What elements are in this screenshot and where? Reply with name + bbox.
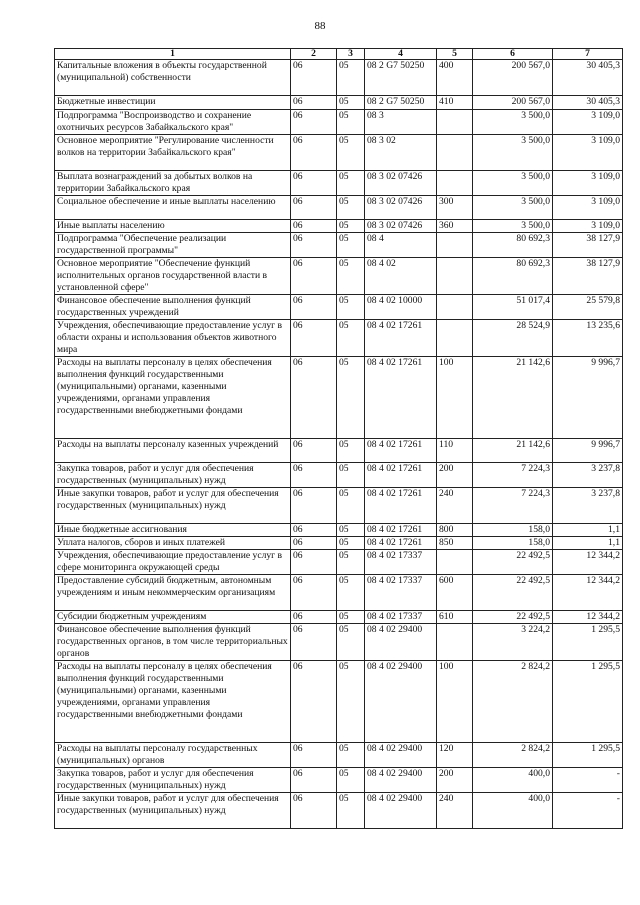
row-executed-cell: 9 996,7 bbox=[553, 357, 623, 439]
table-row bbox=[55, 524, 623, 537]
row-executed-cell: 12 344,2 bbox=[553, 550, 623, 575]
row-executed-cell: 38 127,9 bbox=[553, 233, 623, 258]
row-expense-type-cell: 610 bbox=[437, 611, 473, 624]
table-row bbox=[55, 357, 623, 439]
table-row bbox=[55, 550, 623, 575]
table-row bbox=[55, 135, 623, 171]
row-name-cell: Учреждения, обеспечивающие предоставление услуг в сфере мониторинга окружающей среды bbox=[55, 550, 291, 575]
row-amount-cell: 80 692,3 bbox=[473, 258, 553, 295]
row-target-code-cell: 08 4 02 29400 bbox=[365, 793, 437, 829]
row-name-cell: Предоставление субсидий бюджетным, автономным учреждениям и иным некоммерческим организациям bbox=[55, 575, 291, 611]
row-subsection-cell: 05 bbox=[337, 768, 365, 793]
row-subsection-cell: 05 bbox=[337, 96, 365, 110]
row-name-cell: Расходы на выплаты персоналу в целях обеспечения выполнения функций государственными (муниципальными) органами, казенными учреждениями, органами управления государственными внебюджетными фондами bbox=[55, 357, 291, 439]
table-row bbox=[55, 320, 623, 357]
row-executed-cell: 3 109,0 bbox=[553, 171, 623, 196]
row-target-code-cell: 08 4 02 17337 bbox=[365, 611, 437, 624]
row-subsection-cell: 05 bbox=[337, 624, 365, 661]
row-expense-type-cell: 200 bbox=[437, 768, 473, 793]
row-expense-type-cell: 240 bbox=[437, 488, 473, 524]
row-target-code-cell: 08 4 02 10000 bbox=[365, 295, 437, 320]
row-expense-type-cell: 100 bbox=[437, 661, 473, 743]
row-executed-cell: - bbox=[553, 793, 623, 829]
row-name-cell: Иные закупки товаров, работ и услуг для обеспечения государственных (муниципальных) нужд bbox=[55, 793, 291, 829]
row-subsection-cell: 05 bbox=[337, 110, 365, 135]
row-amount-cell: 7 224,3 bbox=[473, 488, 553, 524]
row-amount-cell: 2 824,2 bbox=[473, 743, 553, 768]
row-section-cell: 06 bbox=[291, 171, 337, 196]
row-section-cell: 06 bbox=[291, 96, 337, 110]
row-subsection-cell: 05 bbox=[337, 743, 365, 768]
row-amount-cell: 200 567,0 bbox=[473, 96, 553, 110]
row-name-cell: Закупка товаров, работ и услуг для обеспечения государственных (муниципальных) нужд bbox=[55, 768, 291, 793]
col-header: 7 bbox=[553, 49, 623, 60]
row-subsection-cell: 05 bbox=[337, 320, 365, 357]
row-executed-cell: 30 405,3 bbox=[553, 60, 623, 96]
row-expense-type-cell: 240 bbox=[437, 793, 473, 829]
row-executed-cell: 3 237,8 bbox=[553, 488, 623, 524]
row-name-cell: Социальное обеспечение и иные выплаты населению bbox=[55, 196, 291, 220]
row-expense-type-cell: 800 bbox=[437, 524, 473, 537]
table-row bbox=[55, 743, 623, 768]
row-expense-type-cell: 110 bbox=[437, 439, 473, 463]
row-name-cell: Расходы на выплаты персоналу казенных учреждений bbox=[55, 439, 291, 463]
row-target-code-cell: 08 4 02 29400 bbox=[365, 743, 437, 768]
row-section-cell: 06 bbox=[291, 611, 337, 624]
row-section-cell: 06 bbox=[291, 439, 337, 463]
table-row bbox=[55, 196, 623, 220]
row-executed-cell: 3 109,0 bbox=[553, 135, 623, 171]
table-row bbox=[55, 537, 623, 550]
row-subsection-cell: 05 bbox=[337, 550, 365, 575]
row-section-cell: 06 bbox=[291, 220, 337, 233]
row-name-cell: Подпрограмма "Обеспечение реализации государственной программы" bbox=[55, 233, 291, 258]
row-amount-cell: 21 142,6 bbox=[473, 439, 553, 463]
row-name-cell: Субсидии бюджетным учреждениям bbox=[55, 611, 291, 624]
table-row bbox=[55, 295, 623, 320]
row-name-cell: Иные закупки товаров, работ и услуг для обеспечения государственных (муниципальных) нужд bbox=[55, 488, 291, 524]
row-executed-cell: 13 235,6 bbox=[553, 320, 623, 357]
row-name-cell: Выплата вознаграждений за добытых волков на территории Забайкальского края bbox=[55, 171, 291, 196]
row-section-cell: 06 bbox=[291, 575, 337, 611]
row-amount-cell: 3 500,0 bbox=[473, 110, 553, 135]
row-amount-cell: 3 224,2 bbox=[473, 624, 553, 661]
row-name-cell: Капитальные вложения в объекты государственной (муниципальной) собственности bbox=[55, 60, 291, 96]
row-expense-type-cell bbox=[437, 110, 473, 135]
table-row bbox=[55, 463, 623, 488]
row-target-code-cell: 08 3 02 bbox=[365, 135, 437, 171]
row-amount-cell: 200 567,0 bbox=[473, 60, 553, 96]
table-row bbox=[55, 793, 623, 829]
row-expense-type-cell: 300 bbox=[437, 196, 473, 220]
row-expense-type-cell bbox=[437, 135, 473, 171]
row-section-cell: 06 bbox=[291, 768, 337, 793]
row-section-cell: 06 bbox=[291, 524, 337, 537]
row-executed-cell: 38 127,9 bbox=[553, 258, 623, 295]
col-header: 4 bbox=[365, 49, 437, 60]
row-amount-cell: 22 492,5 bbox=[473, 550, 553, 575]
row-amount-cell: 80 692,3 bbox=[473, 233, 553, 258]
row-section-cell: 06 bbox=[291, 233, 337, 258]
row-subsection-cell: 05 bbox=[337, 575, 365, 611]
row-subsection-cell: 05 bbox=[337, 295, 365, 320]
row-subsection-cell: 05 bbox=[337, 611, 365, 624]
row-subsection-cell: 05 bbox=[337, 171, 365, 196]
row-target-code-cell: 08 2 G7 50250 bbox=[365, 60, 437, 96]
row-amount-cell: 22 492,5 bbox=[473, 611, 553, 624]
row-amount-cell: 22 492,5 bbox=[473, 575, 553, 611]
row-name-cell: Основное мероприятие "Обеспечение функций исполнительных органов государственной власти в установленной сфере" bbox=[55, 258, 291, 295]
row-subsection-cell: 05 bbox=[337, 196, 365, 220]
row-amount-cell: 51 017,4 bbox=[473, 295, 553, 320]
row-section-cell: 06 bbox=[291, 463, 337, 488]
row-subsection-cell: 05 bbox=[337, 135, 365, 171]
row-executed-cell: 1 295,5 bbox=[553, 624, 623, 661]
table-row bbox=[55, 439, 623, 463]
row-amount-cell: 158,0 bbox=[473, 537, 553, 550]
row-executed-cell: 3 109,0 bbox=[553, 110, 623, 135]
row-section-cell: 06 bbox=[291, 357, 337, 439]
row-section-cell: 06 bbox=[291, 110, 337, 135]
row-subsection-cell: 05 bbox=[337, 524, 365, 537]
row-subsection-cell: 05 bbox=[337, 60, 365, 96]
row-subsection-cell: 05 bbox=[337, 793, 365, 829]
col-header: 1 bbox=[55, 49, 291, 60]
row-expense-type-cell bbox=[437, 295, 473, 320]
col-header: 5 bbox=[437, 49, 473, 60]
row-subsection-cell: 05 bbox=[337, 488, 365, 524]
table-row bbox=[55, 768, 623, 793]
row-executed-cell: 1 295,5 bbox=[553, 661, 623, 743]
row-section-cell: 06 bbox=[291, 550, 337, 575]
row-subsection-cell: 05 bbox=[337, 463, 365, 488]
row-expense-type-cell: 120 bbox=[437, 743, 473, 768]
row-name-cell: Иные бюджетные ассигнования bbox=[55, 524, 291, 537]
row-executed-cell: 3 109,0 bbox=[553, 220, 623, 233]
row-section-cell: 06 bbox=[291, 793, 337, 829]
row-subsection-cell: 05 bbox=[337, 233, 365, 258]
table-row bbox=[55, 661, 623, 743]
col-header: 3 bbox=[337, 49, 365, 60]
budget-table bbox=[54, 48, 623, 829]
row-target-code-cell: 08 4 02 29400 bbox=[365, 624, 437, 661]
row-section-cell: 06 bbox=[291, 661, 337, 743]
row-section-cell: 06 bbox=[291, 196, 337, 220]
row-subsection-cell: 05 bbox=[337, 661, 365, 743]
table-row bbox=[55, 110, 623, 135]
row-section-cell: 06 bbox=[291, 488, 337, 524]
table-row bbox=[55, 171, 623, 196]
row-expense-type-cell: 600 bbox=[437, 575, 473, 611]
row-target-code-cell: 08 3 bbox=[365, 110, 437, 135]
row-expense-type-cell: 400 bbox=[437, 60, 473, 96]
table-row bbox=[55, 258, 623, 295]
row-name-cell: Основное мероприятие "Регулирование численности волков на территории Забайкальского края" bbox=[55, 135, 291, 171]
row-amount-cell: 2 824,2 bbox=[473, 661, 553, 743]
row-amount-cell: 158,0 bbox=[473, 524, 553, 537]
row-executed-cell: 30 405,3 bbox=[553, 96, 623, 110]
row-target-code-cell: 08 3 02 07426 bbox=[365, 196, 437, 220]
row-subsection-cell: 05 bbox=[337, 537, 365, 550]
header-row bbox=[55, 49, 623, 60]
table-row bbox=[55, 233, 623, 258]
row-executed-cell: 1,1 bbox=[553, 524, 623, 537]
row-expense-type-cell bbox=[437, 258, 473, 295]
row-subsection-cell: 05 bbox=[337, 357, 365, 439]
row-target-code-cell: 08 4 bbox=[365, 233, 437, 258]
row-target-code-cell: 08 4 02 17261 bbox=[365, 488, 437, 524]
row-executed-cell: 9 996,7 bbox=[553, 439, 623, 463]
row-target-code-cell: 08 3 02 07426 bbox=[365, 220, 437, 233]
row-executed-cell: 1 295,5 bbox=[553, 743, 623, 768]
row-section-cell: 06 bbox=[291, 295, 337, 320]
row-section-cell: 06 bbox=[291, 537, 337, 550]
row-target-code-cell: 08 4 02 17261 bbox=[365, 463, 437, 488]
table-row bbox=[55, 60, 623, 96]
row-amount-cell: 7 224,3 bbox=[473, 463, 553, 488]
row-name-cell: Подпрограмма "Воспроизводство и сохранение охотничьих ресурсов Забайкальского края" bbox=[55, 110, 291, 135]
row-amount-cell: 28 524,9 bbox=[473, 320, 553, 357]
row-target-code-cell: 08 4 02 17337 bbox=[365, 575, 437, 611]
row-name-cell: Расходы на выплаты персоналу в целях обеспечения выполнения функций государственными (муниципальными) органами, казенными учреждениями, органами управления государственными внебюджетными фондами bbox=[55, 661, 291, 743]
table-row bbox=[55, 488, 623, 524]
row-executed-cell: 12 344,2 bbox=[553, 611, 623, 624]
table-row bbox=[55, 611, 623, 624]
row-amount-cell: 3 500,0 bbox=[473, 171, 553, 196]
row-expense-type-cell bbox=[437, 171, 473, 196]
row-expense-type-cell bbox=[437, 550, 473, 575]
row-amount-cell: 3 500,0 bbox=[473, 220, 553, 233]
row-executed-cell: 1,1 bbox=[553, 537, 623, 550]
row-target-code-cell: 08 4 02 17261 bbox=[365, 524, 437, 537]
row-name-cell: Финансовое обеспечение выполнения функций государственных органов, в том числе территориальных органов bbox=[55, 624, 291, 661]
row-name-cell: Уплата налогов, сборов и иных платежей bbox=[55, 537, 291, 550]
row-target-code-cell: 08 4 02 17261 bbox=[365, 439, 437, 463]
row-section-cell: 06 bbox=[291, 60, 337, 96]
row-expense-type-cell: 360 bbox=[437, 220, 473, 233]
row-target-code-cell: 08 4 02 17261 bbox=[365, 357, 437, 439]
row-expense-type-cell: 850 bbox=[437, 537, 473, 550]
row-target-code-cell: 08 4 02 17261 bbox=[365, 537, 437, 550]
row-executed-cell: 3 109,0 bbox=[553, 196, 623, 220]
row-amount-cell: 21 142,6 bbox=[473, 357, 553, 439]
row-target-code-cell: 08 4 02 17261 bbox=[365, 320, 437, 357]
row-executed-cell: 25 579,8 bbox=[553, 295, 623, 320]
row-subsection-cell: 05 bbox=[337, 439, 365, 463]
row-subsection-cell: 05 bbox=[337, 220, 365, 233]
row-section-cell: 06 bbox=[291, 320, 337, 357]
row-name-cell: Бюджетные инвестиции bbox=[55, 96, 291, 110]
table-row bbox=[55, 96, 623, 110]
row-expense-type-cell: 410 bbox=[437, 96, 473, 110]
row-amount-cell: 3 500,0 bbox=[473, 135, 553, 171]
col-header: 2 bbox=[291, 49, 337, 60]
row-section-cell: 06 bbox=[291, 135, 337, 171]
row-section-cell: 06 bbox=[291, 258, 337, 295]
table-row bbox=[55, 624, 623, 661]
row-name-cell: Учреждения, обеспечивающие предоставление услуг в области охраны и использования объектов животного мира bbox=[55, 320, 291, 357]
row-name-cell: Расходы на выплаты персоналу государственных (муниципальных) органов bbox=[55, 743, 291, 768]
row-target-code-cell: 08 3 02 07426 bbox=[365, 171, 437, 196]
row-target-code-cell: 08 2 G7 50250 bbox=[365, 96, 437, 110]
row-amount-cell: 400,0 bbox=[473, 793, 553, 829]
table-row bbox=[55, 220, 623, 233]
row-expense-type-cell: 100 bbox=[437, 357, 473, 439]
row-target-code-cell: 08 4 02 29400 bbox=[365, 661, 437, 743]
row-executed-cell: 12 344,2 bbox=[553, 575, 623, 611]
table-row bbox=[55, 575, 623, 611]
row-expense-type-cell bbox=[437, 320, 473, 357]
row-subsection-cell: 05 bbox=[337, 258, 365, 295]
row-executed-cell: 3 237,8 bbox=[553, 463, 623, 488]
page-number: 88 bbox=[314, 20, 326, 32]
col-header: 6 bbox=[473, 49, 553, 60]
row-target-code-cell: 08 4 02 29400 bbox=[365, 768, 437, 793]
row-expense-type-cell: 200 bbox=[437, 463, 473, 488]
row-amount-cell: 400,0 bbox=[473, 768, 553, 793]
row-target-code-cell: 08 4 02 17337 bbox=[365, 550, 437, 575]
row-target-code-cell: 08 4 02 bbox=[365, 258, 437, 295]
row-name-cell: Финансовое обеспечение выполнения функций государственных учреждений bbox=[55, 295, 291, 320]
row-executed-cell: - bbox=[553, 768, 623, 793]
row-name-cell: Иные выплаты населению bbox=[55, 220, 291, 233]
row-section-cell: 06 bbox=[291, 743, 337, 768]
row-amount-cell: 3 500,0 bbox=[473, 196, 553, 220]
row-expense-type-cell bbox=[437, 233, 473, 258]
row-name-cell: Закупка товаров, работ и услуг для обеспечения государственных (муниципальных) нужд bbox=[55, 463, 291, 488]
row-section-cell: 06 bbox=[291, 624, 337, 661]
row-expense-type-cell bbox=[437, 624, 473, 661]
